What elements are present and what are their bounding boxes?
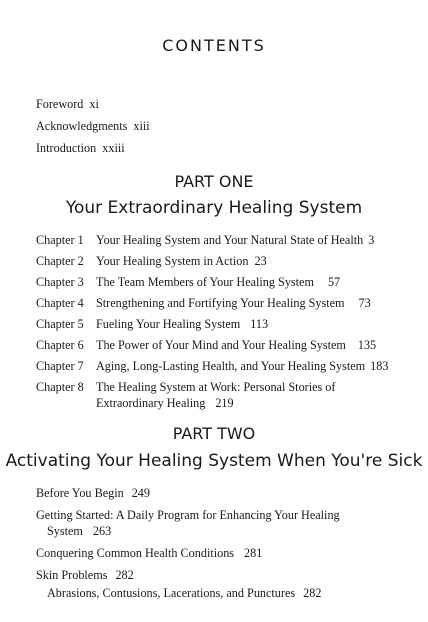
- part-one-subtitle: Your Extraordinary Healing System: [65, 198, 363, 218]
- chapter-page: 113: [250, 317, 269, 331]
- toc-entry-title: Getting Started: A Daily Program for Enhancing Your Healing: [36, 508, 340, 522]
- chapter-label: Chapter 6: [36, 338, 84, 352]
- toc-chapter-5[interactable]: [36, 316, 268, 332]
- toc-entry-foreword[interactable]: [36, 96, 99, 112]
- toc-entry-abrasions[interactable]: [47, 585, 321, 601]
- toc-entry-before-you-begin[interactable]: [36, 485, 150, 501]
- toc-entry-skin-problems[interactable]: [36, 567, 134, 583]
- chapter-title: Fueling Your Healing System: [96, 317, 241, 331]
- toc-chapter-7[interactable]: [36, 358, 388, 374]
- chapter-label: Chapter 2: [36, 254, 84, 268]
- toc-entry-title: Skin Problems: [36, 568, 108, 582]
- part-two-title: PART TWO: [172, 424, 256, 443]
- contents-title: CONTENTS: [162, 36, 266, 55]
- chapter-label: Chapter 3: [36, 275, 84, 289]
- chapter-page: 73: [358, 296, 371, 310]
- toc-entry-page: xiii: [133, 119, 150, 133]
- chapter-page: 135: [357, 338, 377, 352]
- chapter-title: The Healing System at Work: Personal Stories of: [96, 380, 336, 394]
- chapter-page: 219: [215, 396, 234, 410]
- chapter-title: The Power of Your Mind and Your Healing System: [96, 338, 346, 352]
- toc-entry-getting-started[interactable]: [36, 507, 340, 523]
- toc-chapter-4[interactable]: [36, 295, 371, 311]
- chapter-page: 23: [254, 254, 267, 268]
- chapter-title: Your Healing System in Action: [96, 254, 249, 268]
- toc-entry-page: 281: [244, 546, 263, 560]
- toc-entry-title: Abrasions, Contusions, Lacerations, and Punctures: [47, 586, 296, 600]
- toc-entry-acknowledgments[interactable]: [36, 118, 150, 134]
- toc-entry-page: 282: [303, 586, 322, 600]
- toc-entry-conquering-common[interactable]: [36, 545, 262, 561]
- chapter-label: Chapter 4: [36, 296, 84, 310]
- toc-entry-page: 263: [92, 524, 112, 538]
- chapter-label: Chapter 5: [36, 317, 84, 331]
- toc-chapter-1[interactable]: [36, 232, 374, 248]
- toc-chapter-8-continued[interactable]: [96, 395, 234, 411]
- toc-entry-page: xi: [89, 97, 99, 111]
- toc-chapter-8[interactable]: [36, 379, 335, 395]
- toc-entry-page: 282: [115, 568, 134, 582]
- toc-chapter-2[interactable]: [36, 253, 267, 269]
- chapter-page: 183: [370, 359, 389, 373]
- chapter-page: 57: [327, 275, 341, 289]
- chapter-title-continued: Extraordinary Healing: [96, 396, 206, 410]
- toc-entry-getting-started-continued[interactable]: [47, 523, 111, 539]
- chapter-page: 3: [368, 233, 375, 247]
- toc-entry-title: Introduction: [36, 141, 97, 155]
- chapter-title: Aging, Long-Lasting Health, and Your Healing System: [96, 359, 366, 373]
- toc-entry-title: Conquering Common Health Conditions: [36, 546, 235, 560]
- toc-entry-title: Before You Begin: [36, 486, 124, 500]
- chapter-label: Chapter 7: [36, 359, 84, 373]
- part-two-subtitle: Activating Your Healing System When You're Sick: [5, 451, 423, 471]
- chapter-label: Chapter 8: [36, 380, 84, 394]
- toc-entry-page: xxiii: [102, 141, 125, 155]
- chapter-label: Chapter 1: [36, 233, 84, 247]
- toc-entry-title-continued: System: [47, 524, 83, 538]
- toc-entry-page: 249: [131, 486, 150, 500]
- toc-entry-introduction[interactable]: [36, 140, 125, 156]
- toc-chapter-6[interactable]: [36, 337, 376, 353]
- toc-chapter-3[interactable]: [36, 274, 340, 290]
- chapter-title: The Team Members of Your Healing System: [96, 275, 314, 289]
- chapter-title: Your Healing System and Your Natural State of Health: [96, 233, 364, 247]
- toc-entry-title: Foreword: [36, 97, 84, 111]
- toc-entry-title: Acknowledgments: [36, 119, 128, 133]
- chapter-title: Strengthening and Fortifying Your Healing System: [96, 296, 345, 310]
- part-one-title: PART ONE: [174, 172, 254, 191]
